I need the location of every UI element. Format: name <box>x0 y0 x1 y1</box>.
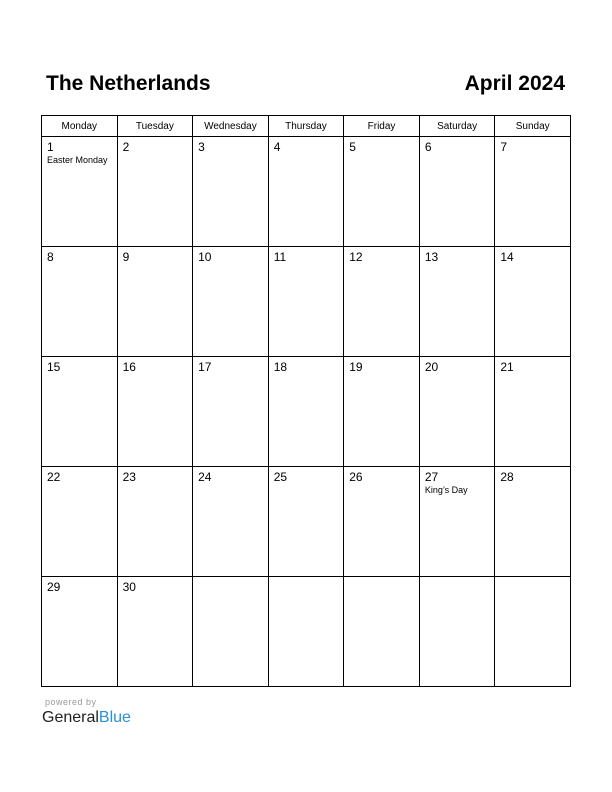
day-number: 14 <box>500 250 514 264</box>
day-number: 4 <box>273 140 281 154</box>
day-number: 21 <box>500 360 514 374</box>
calendar-grid <box>41 115 571 687</box>
day-cell <box>193 577 269 687</box>
day-cell <box>42 577 118 687</box>
day-number: 7 <box>500 140 508 154</box>
weekday-header: Thursday <box>268 116 344 137</box>
day-cell <box>42 467 118 577</box>
day-number: 26 <box>349 470 363 484</box>
weekday-header: Tuesday <box>117 116 193 137</box>
day-number: 3 <box>198 140 205 154</box>
day-cell <box>42 137 118 247</box>
day-cell <box>344 137 420 247</box>
week-row <box>42 247 571 357</box>
day-cell <box>495 247 571 357</box>
weekday-header: Saturday <box>419 116 495 137</box>
day-number: 28 <box>500 470 514 484</box>
day-cell <box>344 577 420 687</box>
day-cell <box>193 247 269 357</box>
day-cell <box>268 577 344 687</box>
day-number: 20 <box>424 360 439 374</box>
day-number <box>269 577 344 580</box>
day-cell <box>419 577 495 687</box>
day-cell <box>495 137 571 247</box>
day-number: 6 <box>424 140 432 154</box>
generalblue-logo[interactable] <box>42 708 131 728</box>
day-cell <box>495 577 571 687</box>
holiday-label: Easter Monday <box>47 155 108 165</box>
day-cell <box>117 247 193 357</box>
day-number: 17 <box>198 360 212 374</box>
day-number: 1 <box>47 140 54 154</box>
day-number: 12 <box>349 250 363 264</box>
day-cell <box>268 137 344 247</box>
week-row <box>42 467 571 577</box>
week-row <box>42 357 571 467</box>
day-number: 25 <box>273 470 288 484</box>
week-row <box>42 137 571 247</box>
day-cell <box>495 467 571 577</box>
powered-by-label: powered by <box>45 697 97 707</box>
day-cell <box>193 137 269 247</box>
day-cell <box>419 137 495 247</box>
weekday-header: Wednesday <box>193 116 269 137</box>
day-number: 16 <box>122 360 136 374</box>
day-number: 29 <box>47 580 61 594</box>
day-number: 13 <box>424 250 439 264</box>
day-number: 10 <box>198 250 212 264</box>
day-number <box>344 577 419 580</box>
day-number: 19 <box>349 360 363 374</box>
day-cell <box>419 467 495 577</box>
day-cell <box>42 247 118 357</box>
day-cell <box>268 357 344 467</box>
weekday-header: Monday <box>42 116 118 137</box>
country-title: The Netherlands <box>46 72 211 95</box>
day-cell <box>419 247 495 357</box>
day-number: 8 <box>47 250 54 264</box>
day-number: 30 <box>122 580 136 594</box>
day-cell <box>193 467 269 577</box>
day-number: 18 <box>273 360 288 374</box>
weekday-header: Friday <box>344 116 420 137</box>
day-number: 23 <box>122 470 136 484</box>
day-cell <box>268 247 344 357</box>
day-number: 11 <box>273 250 287 264</box>
day-cell <box>117 577 193 687</box>
day-number: 15 <box>47 360 61 374</box>
weekday-header: Sunday <box>495 116 571 137</box>
holiday-label: King’s Day <box>424 485 468 495</box>
day-number: 5 <box>349 140 356 154</box>
day-cell <box>344 247 420 357</box>
day-number <box>420 577 495 580</box>
day-cell <box>117 357 193 467</box>
day-cell <box>42 357 118 467</box>
day-number: 24 <box>198 470 212 484</box>
week-row <box>42 577 571 687</box>
day-number: 22 <box>47 470 61 484</box>
day-cell <box>344 357 420 467</box>
month-year-title: April 2024 <box>464 72 565 95</box>
day-number: 2 <box>122 140 130 154</box>
day-number <box>495 577 570 580</box>
day-cell <box>193 357 269 467</box>
day-cell <box>268 467 344 577</box>
day-cell <box>495 357 571 467</box>
day-cell <box>117 137 193 247</box>
day-number <box>193 577 268 580</box>
day-cell <box>344 467 420 577</box>
brand-part-general: General <box>42 709 99 726</box>
day-number: 9 <box>122 250 130 264</box>
day-cell <box>419 357 495 467</box>
brand-part-blue: Blue <box>98 709 131 726</box>
weekday-header-row <box>42 116 571 137</box>
day-number: 27 <box>424 470 439 484</box>
day-cell <box>117 467 193 577</box>
